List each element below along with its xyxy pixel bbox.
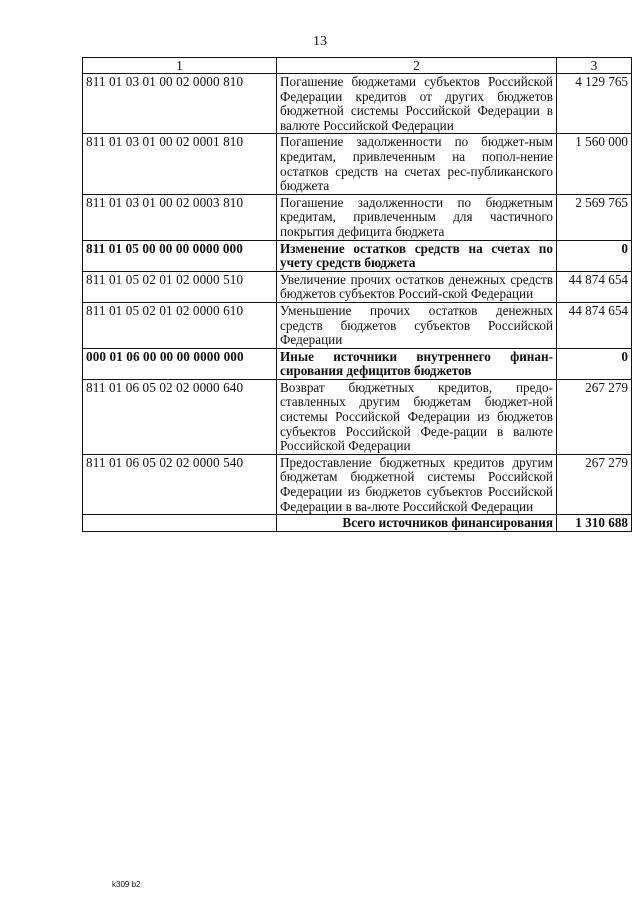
source-description: Уменьшение прочих остатков денежных средств бюджетов субъектов Российской Федерации — [277, 302, 557, 348]
table-row — [83, 379, 632, 454]
source-description: Погашение задолженности по бюджетным кредитам, привлеченным для частичного покрытия дефицита бюджета — [277, 194, 557, 240]
column-header-2: 2 — [277, 58, 557, 74]
table-row — [83, 454, 632, 514]
budget-code: 811 01 05 02 01 02 0000 610 — [83, 302, 277, 348]
budget-code: 000 01 06 00 00 00 0000 000 — [83, 348, 277, 379]
amount: 44 874 654 — [557, 271, 632, 302]
amount: 44 874 654 — [557, 302, 632, 348]
table-row — [83, 134, 632, 194]
table-row — [83, 74, 632, 134]
amount: 2 569 765 — [557, 194, 632, 240]
budget-code: 811 01 03 01 00 02 0000 810 — [83, 74, 277, 134]
budget-code: 811 01 03 01 00 02 0001 810 — [83, 134, 277, 194]
amount: 267 279 — [557, 379, 632, 454]
column-header-3: 3 — [557, 58, 632, 74]
amount: 0 — [557, 348, 632, 379]
footer-code: k309 b2 — [112, 880, 141, 889]
page-number: 13 — [313, 34, 327, 49]
table-row — [83, 348, 632, 379]
table-row — [83, 271, 632, 302]
total-label: Всего источников финансирования — [277, 515, 557, 532]
amount: 267 279 — [557, 454, 632, 514]
source-description: Возврат бюджетных кредитов, предо-ставленных другим бюджетам бюджет-ной системы Российской Федерации из бюджетов субъектов Российской Феде-рации в валюте Российской Федерации — [277, 379, 557, 454]
table-row — [83, 240, 632, 271]
source-description: Погашение задолженности по бюджет-ным кредитам, привлеченным на попол-нение остатков средств на счетах рес-публиканского бюджета — [277, 134, 557, 194]
source-description: Предоставление бюджетных кредитов другим бюджетам бюджетной системы Российской Федерации из бюджетов субъектов Российской Федерации в ва-люте Российской Федерации — [277, 454, 557, 514]
table-row — [83, 194, 632, 240]
budget-code: 811 01 06 05 02 02 0000 640 — [83, 379, 277, 454]
source-description: Погашение бюджетами субъектов Российской Федерации кредитов от других бюджетов бюджетной системы Российской Федерации в валюте Российской Федерации — [277, 74, 557, 134]
table-header-row — [83, 58, 632, 74]
budget-code: 811 01 05 02 01 02 0000 510 — [83, 271, 277, 302]
total-amount: 1 310 688 — [557, 515, 632, 532]
amount: 0 — [557, 240, 632, 271]
amount: 1 560 000 — [557, 134, 632, 194]
total-code — [83, 515, 277, 532]
table-row — [83, 302, 632, 348]
total-row — [83, 515, 632, 532]
budget-code: 811 01 03 01 00 02 0003 810 — [83, 194, 277, 240]
budget-code: 811 01 06 05 02 02 0000 540 — [83, 454, 277, 514]
budget-code: 811 01 05 00 00 00 0000 000 — [83, 240, 277, 271]
source-description: Изменение остатков средств на счетах по учету средств бюджета — [277, 240, 557, 271]
column-header-1: 1 — [83, 58, 277, 74]
source-description: Увеличение прочих остатков денежных средств бюджетов субъектов Россий-ской Федерации — [277, 271, 557, 302]
financing-sources-table — [82, 57, 632, 532]
amount: 4 129 765 — [557, 74, 632, 134]
source-description: Иные источники внутреннего финан-сирования дефицитов бюджетов — [277, 348, 557, 379]
